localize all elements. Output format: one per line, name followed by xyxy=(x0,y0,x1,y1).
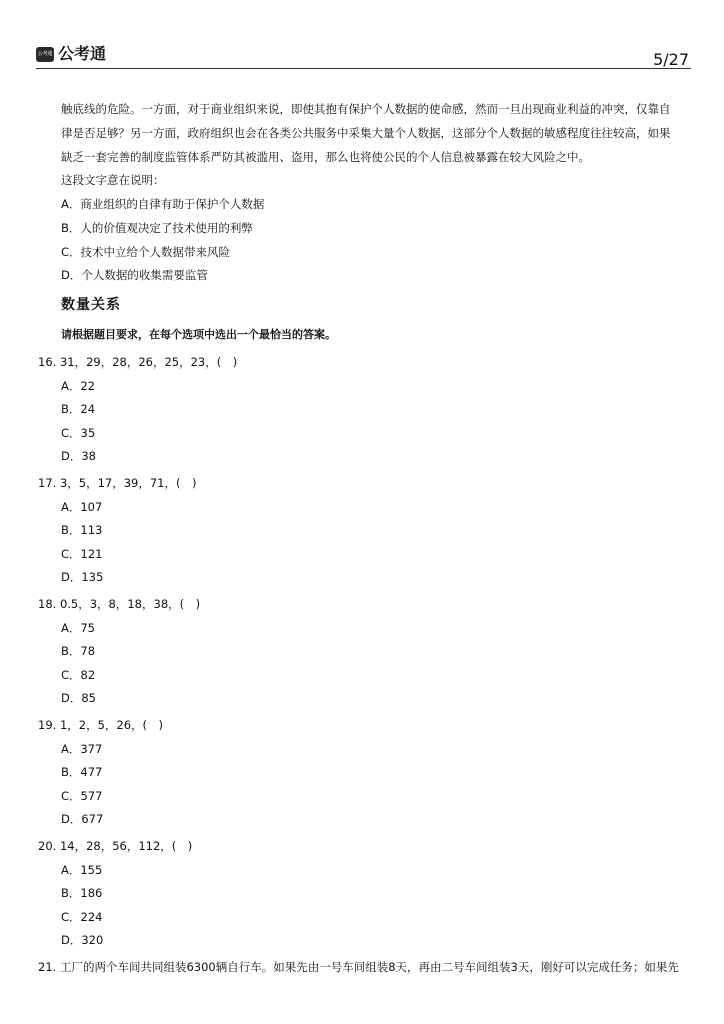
logo-text: 公考通 xyxy=(58,44,107,63)
answer-option: C．121 xyxy=(61,547,103,561)
section-instruction: 请根据题目要求，在每个选项中选出一个最恰当的答案。 xyxy=(61,328,336,341)
answer-option: C．577 xyxy=(61,789,103,803)
passage-option: B．人的价值观决定了技术使用的利弊 xyxy=(61,221,253,235)
answer-option: C．35 xyxy=(61,426,96,440)
answer-option: A．22 xyxy=(61,379,96,393)
passage-line: 律是否足够？另一方面，政府组织也会在各类公共服务中采集大量个人数据，这部分个人数据的敏感程度往往较高，如果 xyxy=(61,126,671,140)
passage-line: 缺乏一套完善的制度监管体系严防其被滥用、盗用，那么也将使公民的个人信息被暴露在较大风险之中。 xyxy=(61,150,590,164)
answer-option: B．24 xyxy=(61,402,96,416)
question-stem: 19. 1，2，5，26，( ) xyxy=(38,718,164,732)
answer-option: D．85 xyxy=(61,691,96,705)
question-stem: 17. 3，5，17，39，71，( ) xyxy=(38,476,197,490)
question-stem: 20. 14，28，56，112，( ) xyxy=(38,839,193,853)
question-stem: 16. 31，29，28，26，25，23，( ) xyxy=(38,355,238,369)
answer-option: C．224 xyxy=(61,910,103,924)
answer-option: A．155 xyxy=(61,863,103,877)
answer-option: B．113 xyxy=(61,523,103,537)
passage-question: 这段文字意在说明： xyxy=(61,173,165,187)
page-header xyxy=(36,42,691,69)
answer-option: A．377 xyxy=(61,742,103,756)
logo-mark: 公考通 xyxy=(36,47,54,62)
passage-line: 触底线的危险。一方面，对于商业组织来说，即使其抱有保护个人数据的使命感，然而一旦出现商业利益的冲突，仅靠自 xyxy=(61,102,671,116)
answer-option: D．135 xyxy=(61,570,104,584)
page-number: 5/27 xyxy=(653,50,689,69)
question-stem: 18. 0.5，3，8，18，38，( ) xyxy=(38,597,201,611)
question-stem: 21. 工厂的两个车间共同组装6300辆自行车。如果先由一号车间组装8天，再由二号车间组装3天，刚好可以完成任务；如果先 xyxy=(38,960,679,974)
answer-option: B．477 xyxy=(61,765,103,779)
section-title: 数量关系 xyxy=(61,297,121,313)
passage-option: C．技术中立给个人数据带来风险 xyxy=(61,245,231,259)
answer-option: B．78 xyxy=(61,644,96,658)
answer-option: A．107 xyxy=(61,500,103,514)
answer-option: A．75 xyxy=(61,621,96,635)
answer-option: D．677 xyxy=(61,812,104,826)
passage-option: D．个人数据的收集需要监管 xyxy=(61,268,208,282)
answer-option: D．320 xyxy=(61,933,104,947)
answer-option: D．38 xyxy=(61,449,96,463)
answer-option: C．82 xyxy=(61,668,96,682)
answer-option: B．186 xyxy=(61,886,103,900)
passage-option: A．商业组织的自律有助于保护个人数据 xyxy=(61,197,265,211)
